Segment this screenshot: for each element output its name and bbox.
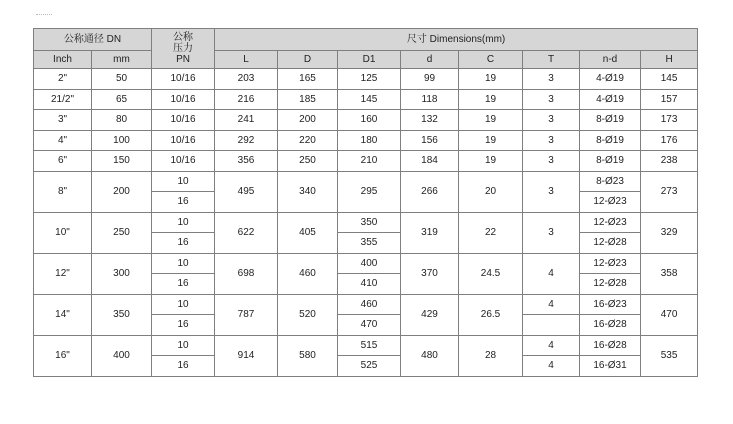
cell-inch: 12"	[34, 253, 92, 294]
cell-nd: 16-Ø28	[580, 315, 641, 336]
cell-mm: 50	[92, 69, 152, 90]
header-pn-line2: 压力	[173, 43, 194, 54]
cell-D: 185	[278, 89, 338, 110]
cell-mm: 80	[92, 110, 152, 131]
cell-L: 356	[215, 151, 278, 172]
cell-inch: 8"	[34, 171, 92, 212]
table-row	[34, 130, 698, 151]
table-row	[34, 294, 698, 315]
cell-pn: 10/16	[152, 69, 215, 90]
cell-H: 273	[641, 171, 698, 212]
cell-L: 203	[215, 69, 278, 90]
header-col-d: d	[401, 51, 459, 69]
cell-pn: 16	[152, 356, 215, 377]
cell-inch: 10"	[34, 212, 92, 253]
table-body	[34, 69, 698, 377]
cell-C: 19	[459, 69, 523, 90]
header-dn: 公称通径 DN	[34, 29, 152, 51]
header-pn	[152, 29, 215, 69]
header-col-L: L	[215, 51, 278, 69]
cell-C: 28	[459, 335, 523, 376]
cell-D1: 400	[338, 253, 401, 274]
cell-nd: 12-Ø23	[580, 192, 641, 213]
cell-d: 156	[401, 130, 459, 151]
cell-inch: 6"	[34, 151, 92, 172]
cell-pn: 16	[152, 192, 215, 213]
cell-D1: 410	[338, 274, 401, 295]
cell-L: 216	[215, 89, 278, 110]
cell-H: 238	[641, 151, 698, 172]
cell-pn: 16	[152, 315, 215, 336]
cell-d: 370	[401, 253, 459, 294]
cell-nd: 16-Ø31	[580, 356, 641, 377]
cell-T: 4	[523, 356, 580, 377]
cell-inch: 4"	[34, 130, 92, 151]
cell-d: 429	[401, 294, 459, 335]
table-row	[34, 212, 698, 233]
cell-C: 26.5	[459, 294, 523, 335]
cell-d: 184	[401, 151, 459, 172]
cell-mm: 400	[92, 335, 152, 376]
cell-nd: 12-Ø23	[580, 253, 641, 274]
cell-C: 20	[459, 171, 523, 212]
cell-pn: 10/16	[152, 110, 215, 131]
cell-T: 3	[523, 110, 580, 131]
table-row	[34, 151, 698, 172]
cell-D: 460	[278, 253, 338, 294]
header-pn-line1: 公称	[173, 32, 194, 43]
cell-H: 358	[641, 253, 698, 294]
cell-nd: 16-Ø23	[580, 294, 641, 315]
cell-L: 914	[215, 335, 278, 376]
cell-D1: 525	[338, 356, 401, 377]
cell-nd: 12-Ø23	[580, 212, 641, 233]
table-row	[34, 110, 698, 131]
cell-d: 266	[401, 171, 459, 212]
table-row	[34, 89, 698, 110]
header-dimensions: 尺寸 Dimensions(mm)	[215, 29, 698, 51]
cell-nd: 12-Ø28	[580, 233, 641, 254]
cell-H: 535	[641, 335, 698, 376]
cell-pn: 10/16	[152, 151, 215, 172]
cell-nd: 8-Ø19	[580, 110, 641, 131]
cell-mm: 100	[92, 130, 152, 151]
decorative-dots	[36, 14, 52, 17]
cell-L: 787	[215, 294, 278, 335]
cell-L: 698	[215, 253, 278, 294]
cell-d: 132	[401, 110, 459, 131]
cell-D1: 295	[338, 171, 401, 212]
cell-C: 19	[459, 89, 523, 110]
cell-inch: 14"	[34, 294, 92, 335]
cell-nd: 8-Ø23	[580, 171, 641, 192]
cell-H: 157	[641, 89, 698, 110]
cell-H: 173	[641, 110, 698, 131]
header-col-D: D	[278, 51, 338, 69]
cell-T: 3	[523, 212, 580, 253]
cell-C: 19	[459, 110, 523, 131]
cell-D1: 125	[338, 69, 401, 90]
cell-D: 200	[278, 110, 338, 131]
cell-T: 4	[523, 335, 580, 356]
cell-H: 329	[641, 212, 698, 253]
cell-inch: 21/2"	[34, 89, 92, 110]
cell-T	[523, 315, 580, 336]
cell-D: 405	[278, 212, 338, 253]
header-pn-line3: PN	[176, 54, 190, 65]
cell-mm: 300	[92, 253, 152, 294]
cell-pn: 10	[152, 335, 215, 356]
cell-L: 622	[215, 212, 278, 253]
cell-D1: 350	[338, 212, 401, 233]
cell-H: 145	[641, 69, 698, 90]
table-row	[34, 335, 698, 356]
cell-mm: 65	[92, 89, 152, 110]
table-row	[34, 69, 698, 90]
cell-nd: 4-Ø19	[580, 89, 641, 110]
cell-D: 340	[278, 171, 338, 212]
cell-pn: 10/16	[152, 130, 215, 151]
cell-nd: 8-Ø19	[580, 130, 641, 151]
cell-C: 24.5	[459, 253, 523, 294]
cell-inch: 16"	[34, 335, 92, 376]
cell-H: 470	[641, 294, 698, 335]
dimensions-table	[33, 28, 698, 377]
cell-d: 319	[401, 212, 459, 253]
cell-T: 3	[523, 151, 580, 172]
cell-T: 4	[523, 253, 580, 294]
cell-nd: 4-Ø19	[580, 69, 641, 90]
cell-d: 118	[401, 89, 459, 110]
cell-T: 3	[523, 89, 580, 110]
cell-inch: 2"	[34, 69, 92, 90]
cell-T: 3	[523, 171, 580, 212]
cell-C: 19	[459, 151, 523, 172]
cell-pn: 10	[152, 253, 215, 274]
cell-D1: 470	[338, 315, 401, 336]
cell-pn: 10	[152, 294, 215, 315]
cell-nd: 16-Ø28	[580, 335, 641, 356]
cell-D: 220	[278, 130, 338, 151]
cell-nd: 8-Ø19	[580, 151, 641, 172]
cell-C: 22	[459, 212, 523, 253]
header-col-T: T	[523, 51, 580, 69]
cell-pn: 10	[152, 212, 215, 233]
table-row	[34, 253, 698, 274]
cell-D1: 210	[338, 151, 401, 172]
cell-T: 3	[523, 130, 580, 151]
cell-D: 580	[278, 335, 338, 376]
cell-pn: 10/16	[152, 89, 215, 110]
cell-D1: 460	[338, 294, 401, 315]
cell-D1: 355	[338, 233, 401, 254]
cell-mm: 200	[92, 171, 152, 212]
dimensions-table-container	[33, 28, 698, 377]
cell-pn: 16	[152, 274, 215, 295]
cell-inch: 3"	[34, 110, 92, 131]
cell-pn: 16	[152, 233, 215, 254]
cell-D: 250	[278, 151, 338, 172]
cell-T: 4	[523, 294, 580, 315]
header-col-nd: n-d	[580, 51, 641, 69]
cell-D1: 160	[338, 110, 401, 131]
header-col-C: C	[459, 51, 523, 69]
cell-nd: 12-Ø28	[580, 274, 641, 295]
cell-D1: 515	[338, 335, 401, 356]
table-header	[34, 29, 698, 69]
table-row	[34, 171, 698, 192]
cell-mm: 350	[92, 294, 152, 335]
cell-L: 495	[215, 171, 278, 212]
cell-T: 3	[523, 69, 580, 90]
cell-D1: 145	[338, 89, 401, 110]
header-col-H: H	[641, 51, 698, 69]
header-col-D1: D1	[338, 51, 401, 69]
cell-d: 99	[401, 69, 459, 90]
cell-mm: 250	[92, 212, 152, 253]
cell-d: 480	[401, 335, 459, 376]
cell-D: 165	[278, 69, 338, 90]
cell-pn: 10	[152, 171, 215, 192]
cell-L: 241	[215, 110, 278, 131]
cell-H: 176	[641, 130, 698, 151]
cell-D: 520	[278, 294, 338, 335]
header-col-mm: mm	[92, 51, 152, 69]
cell-mm: 150	[92, 151, 152, 172]
cell-D1: 180	[338, 130, 401, 151]
cell-L: 292	[215, 130, 278, 151]
cell-C: 19	[459, 130, 523, 151]
header-col-inch: Inch	[34, 51, 92, 69]
